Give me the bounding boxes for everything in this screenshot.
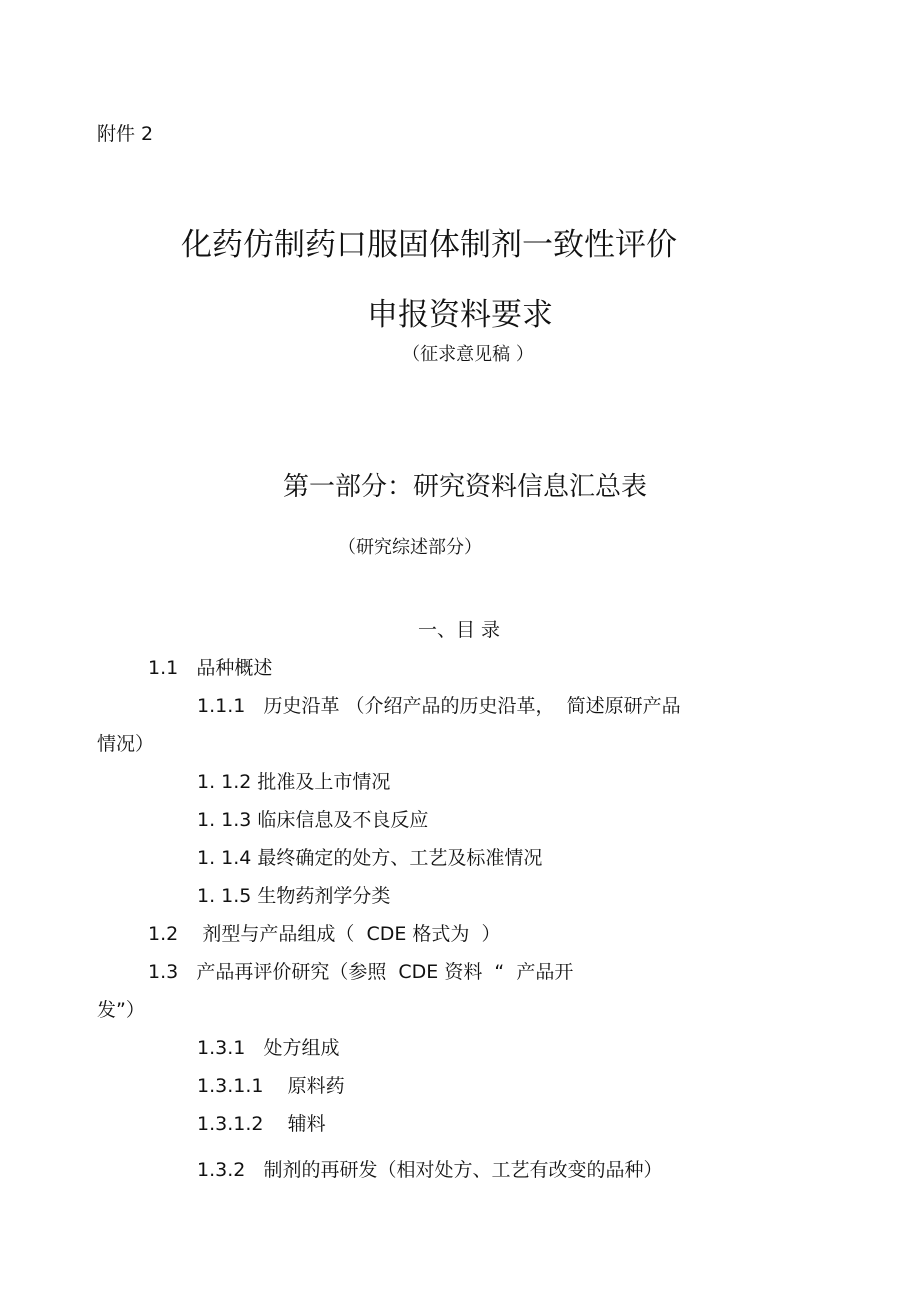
toc-item: 1. 1.4 最终确定的处方、工艺及标准情况 (197, 847, 543, 869)
part-one-subheading: （研究综述部分） (338, 537, 482, 558)
document-title-line-2: 申报资料要求 (367, 297, 553, 333)
toc-item: 情况） (97, 733, 155, 755)
toc-item: 1.3.2 制剂的再研发（相对处方、工艺有改变的品种） (197, 1159, 663, 1181)
toc-item: 1. 1.3 临床信息及不良反应 (197, 809, 429, 831)
toc-item: 1.3 产品再评价研究（参照 CDE 资料 “ 产品开 (148, 961, 574, 983)
draft-note: （征求意见稿 ） (402, 344, 534, 365)
document-title-line-1: 化药仿制药口服固体制剂一致性评价 (181, 227, 677, 263)
toc-item: 1. 1.5 生物药剂学分类 (197, 885, 391, 907)
toc-item: 发”） (97, 999, 145, 1021)
toc-item: 1.3.1.1 原料药 (197, 1075, 345, 1097)
toc-heading: 一、目 录 (418, 619, 501, 641)
toc-item: 1.2 剂型与产品组成（ CDE 格式为 ） (148, 923, 501, 945)
part-one-heading: 第一部分：研究资料信息汇总表 (282, 472, 647, 502)
toc-item: 1.3.1 处方组成 (197, 1037, 340, 1059)
toc-item: 1. 1.2 批准及上市情况 (197, 771, 391, 793)
toc-item: 1.1 品种概述 (148, 657, 273, 679)
attachment-label: 附件 2 (97, 123, 154, 145)
toc-item: 1.3.1.2 辅料 (197, 1113, 326, 1135)
toc-item: 1.1.1 历史沿革 （介绍产品的历史沿革， 简述原研产品 (197, 695, 681, 717)
